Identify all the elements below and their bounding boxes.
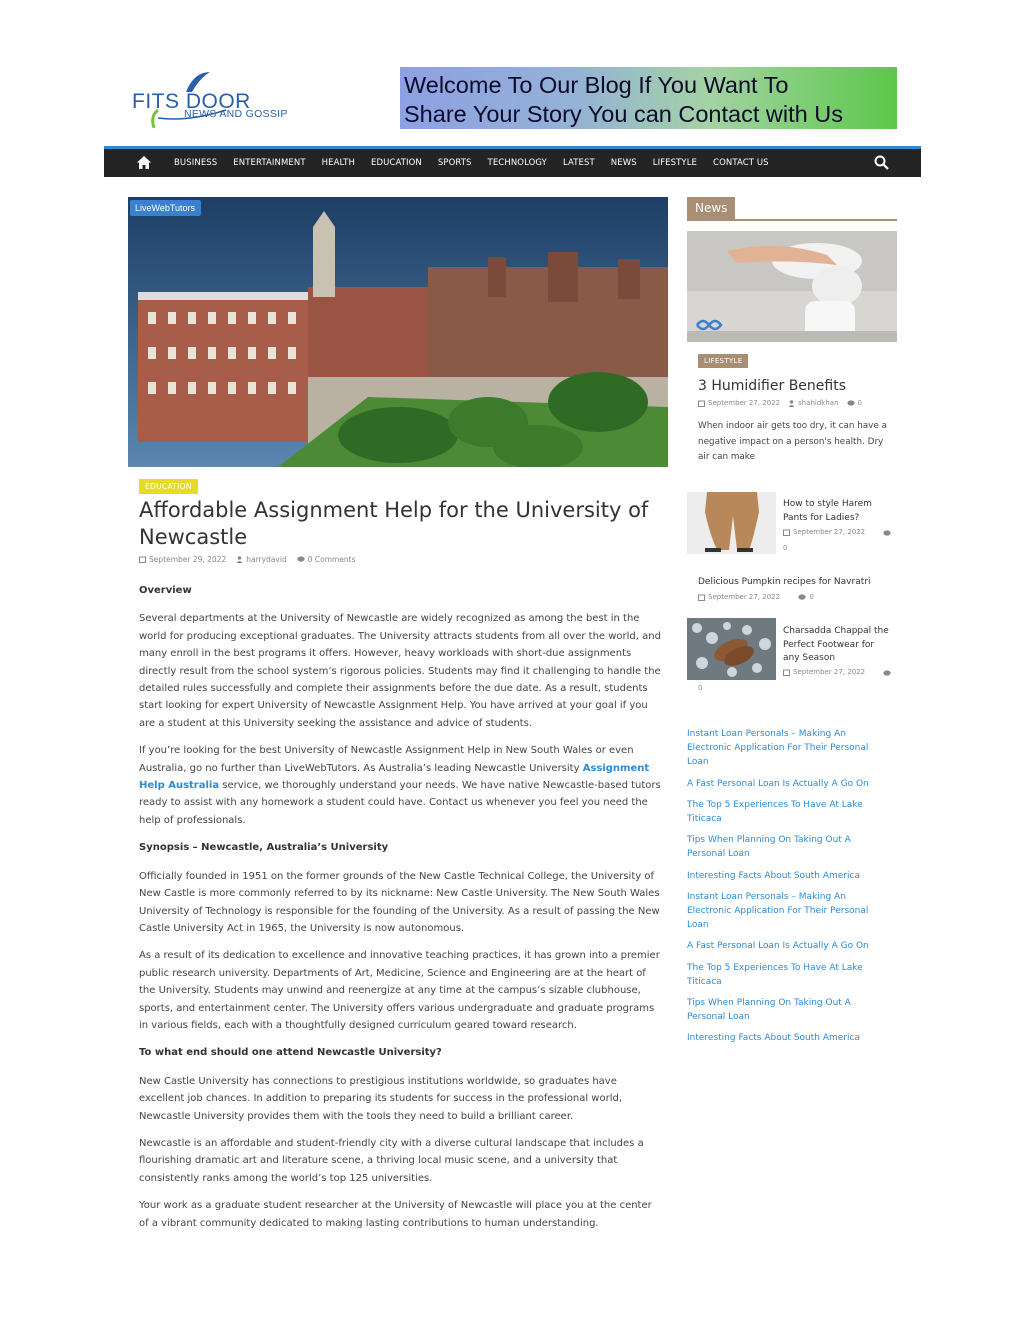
nav-item-technology[interactable]: TECHNOLOGY xyxy=(487,158,547,168)
sidebar-post-date[interactable]: September 27, 2022 xyxy=(783,528,873,536)
comment-icon xyxy=(847,400,855,407)
heading-attend: To what end should one attend Newcastle University? xyxy=(139,1047,442,1059)
related-link[interactable]: The Top 5 Experiences To Have At Lake Titicaca xyxy=(687,962,863,987)
paragraph-1: Several departments at the University of Newcastle are widely recognized as among the best in the world for producing exceptional graduates. The University attracts students from all over the world, and many enroll in the best programs it offers. However, heavy workloads with short-due assignments directly result from the school system’s rigorous policies. Students may find it challenging to handle the detailed rules successfully and complete their assignments before the due date. As a result, students start looking for expert University of Newcastle Assignment Help. You have arrived at your goal if you are a student at this University seeking the assistance and advice of students. xyxy=(139,613,661,729)
sidebar-post-date[interactable]: September 27, 2022 xyxy=(783,668,873,676)
home-icon[interactable] xyxy=(136,155,152,174)
calendar-icon xyxy=(783,669,790,676)
calendar-icon xyxy=(139,556,146,563)
featured-post-comments[interactable]: 0 xyxy=(847,399,862,407)
sidebar-post-date[interactable]: September 27, 2022 xyxy=(698,593,788,601)
paragraph-5: New Castle University has connections to prestigious institutions worldwide, so graduates have excellent job chances. In addition to preparing its students for success in the professional world, Newcastle University provides them with the tools they need to build a brilliant career. xyxy=(139,1075,622,1122)
hero-watermark-badge: LiveWebTutors xyxy=(130,200,201,216)
comment-icon xyxy=(798,594,806,601)
post-date[interactable]: September 29, 2022 xyxy=(139,555,226,564)
nav-item-business[interactable]: BUSINESS xyxy=(174,158,218,168)
harem-pants-thumbnail[interactable] xyxy=(687,492,776,554)
featured-post-author[interactable]: shahidkhan xyxy=(788,399,838,407)
category-badge-lifestyle[interactable]: LIFESTYLE xyxy=(698,354,748,368)
sidebar-post-comment-count[interactable]: 0 xyxy=(698,684,703,692)
related-link[interactable]: A Fast Personal Loan Is Actually A Go On xyxy=(687,941,869,952)
post-content xyxy=(139,582,661,1242)
nav-item-lifestyle[interactable]: LIFESTYLE xyxy=(652,158,698,168)
post-title: Affordable Assignment Help for the University of Newcastle xyxy=(139,498,649,549)
featured-post-excerpt: When indoor air gets too dry, it can have a negative impact on a person's health. Dry air can make xyxy=(698,421,887,462)
paragraph-7: Your work as a graduate student researcher at the University of Newcastle will place you at the center of a vibrant community dedicated to making lasting contributions to human understanding. xyxy=(139,1200,652,1229)
featured-image[interactable] xyxy=(128,197,668,467)
post-comments[interactable]: 0 Comments xyxy=(297,555,356,564)
assignment-help-australia-link[interactable]: Assignment Help Australia xyxy=(139,762,650,792)
nav-item-latest[interactable]: LATEST xyxy=(562,158,595,168)
featured-post-title[interactable]: 3 Humidifier Benefits xyxy=(698,378,847,394)
nav-item-education[interactable]: EDUCATION xyxy=(370,158,422,168)
banner-line-1: Welcome To Our Blog If You Want To xyxy=(404,72,789,98)
comment-icon[interactable] xyxy=(883,530,891,537)
logo-subtitle: NEWS AND GOSSIP xyxy=(184,108,288,120)
related-link[interactable]: A Fast Personal Loan Is Actually A Go On xyxy=(687,778,869,789)
calendar-icon xyxy=(698,594,705,601)
user-icon xyxy=(788,400,795,407)
site-logo[interactable] xyxy=(128,70,308,128)
user-icon xyxy=(236,556,243,563)
related-link[interactable]: Interesting Facts About South America xyxy=(687,870,860,881)
humidifier-image[interactable] xyxy=(687,231,897,342)
category-badge-education[interactable]: EDUCATION xyxy=(139,479,198,494)
featured-post-date[interactable]: September 27, 2022 xyxy=(698,399,780,407)
paragraph-2: If you’re looking for the best University of Newcastle Assignment Help in New South Wales or even Australia, go no further than LiveWebTutors. As Australia’s leading Newcastle University Assignment Help Australia service, we thoroughly understand your needs. We have native Newcastle-based tutors ready to assist with any homework a student could have. Contact us whenever you feel you need the help of professionals. xyxy=(139,745,661,826)
sidebar-post-comment-count[interactable]: 0 xyxy=(783,544,788,552)
chappal-thumbnail[interactable] xyxy=(687,618,776,680)
comment-icon xyxy=(297,556,305,563)
comment-icon[interactable] xyxy=(883,670,891,677)
humidifier-photo xyxy=(687,231,897,342)
sidebar-post-title[interactable]: How to style Harem Pants for Ladies? xyxy=(783,499,872,523)
welcome-banner[interactable] xyxy=(400,67,897,129)
sidebar-post-charsadda-chappal xyxy=(687,618,897,694)
post-author[interactable]: harrydavid xyxy=(236,555,286,564)
banner-line-2: Share Your Story You can Contact with Us xyxy=(404,101,843,127)
paragraph-3: Officially founded in 1951 on the former grounds of the New Castle Technical College, the University of New Castle is more commonly referred to by its nickname: New Castle University. The New South Wales University of Technology is responsible for the founding of the University. As a result of passing the New Castle University Act in 1965, the University is now autonomous. xyxy=(139,870,660,934)
nav-item-sports[interactable]: SPORTS xyxy=(437,158,472,168)
related-link[interactable]: Tips When Planning On Taking Out A Personal Loan xyxy=(687,998,851,1023)
university-campus-image xyxy=(128,197,668,467)
sidebar-post-meta xyxy=(783,528,891,538)
logo-title: FITS DOOR xyxy=(132,90,251,113)
related-link[interactable]: Instant Loan Personals – Making An Electronic Application For Their Personal Loan xyxy=(687,729,869,768)
paragraph-6: Newcastle is an affordable and student-friendly city with a diverse cultural landscape that includes a flourishing dramatic art and literature scene, a thriving local music scene, and a university that consistently ranks among the world’s top 125 universities. xyxy=(139,1137,644,1184)
related-link[interactable]: Tips When Planning On Taking Out A Personal Loan xyxy=(687,835,851,860)
paragraph-4: As a result of its dedication to excellence and innovative teaching practices, it has grown into a premier public research university. Departments of Art, Medicine, Science and Engineering are at the heart of the University. Students may unwind and reenergize at any time at the campus’s sizable clubhouse, sports, and entertainment center. The University offers various undergraduate and graduate programs in various fields, each with a thoughtfully designed curriculum geared toward research. xyxy=(139,950,660,1031)
sidebar-post-meta xyxy=(783,668,891,678)
heading-overview: Overview xyxy=(139,585,192,596)
harem-pants-photo xyxy=(687,492,776,554)
calendar-icon xyxy=(783,529,790,536)
sidebar-post-pumpkin-recipes xyxy=(687,576,897,606)
heading-synopsis: Synopsis – Newcastle, Australia’s University xyxy=(139,842,389,854)
sidebar-post-harem-pants xyxy=(687,492,897,562)
news-widget-title: News xyxy=(687,197,735,219)
sidebar-post-meta xyxy=(698,593,830,603)
nav-item-contact-us[interactable]: CONTACT US xyxy=(713,158,769,168)
sidebar-post-title[interactable]: Charsadda Chappal the Perfect Footwear for any Season xyxy=(783,626,889,663)
search-icon[interactable] xyxy=(874,155,889,174)
related-link[interactable]: Interesting Facts About South America xyxy=(687,1033,860,1044)
post-meta xyxy=(139,555,356,564)
related-link[interactable]: Instant Loan Personals – Making An Electronic Application For Their Personal Loan xyxy=(687,891,869,931)
related-link[interactable]: The Top 5 Experiences To Have At Lake Titicaca xyxy=(687,799,863,825)
main-navigation xyxy=(104,146,921,177)
calendar-icon xyxy=(698,400,705,407)
nav-item-news[interactable]: NEWS xyxy=(610,158,637,168)
chappal-photo xyxy=(687,618,776,680)
featured-post-meta xyxy=(698,399,862,407)
nav-item-health[interactable]: HEALTH xyxy=(321,158,355,168)
related-links-list xyxy=(687,727,882,1053)
sidebar-post-title[interactable]: Delicious Pumpkin recipes for Navratri xyxy=(698,577,871,587)
sidebar-post-comments[interactable]: 0 xyxy=(798,593,821,601)
news-widget-header xyxy=(687,197,897,221)
nav-item-entertainment[interactable]: ENTERTAINMENT xyxy=(233,158,306,168)
